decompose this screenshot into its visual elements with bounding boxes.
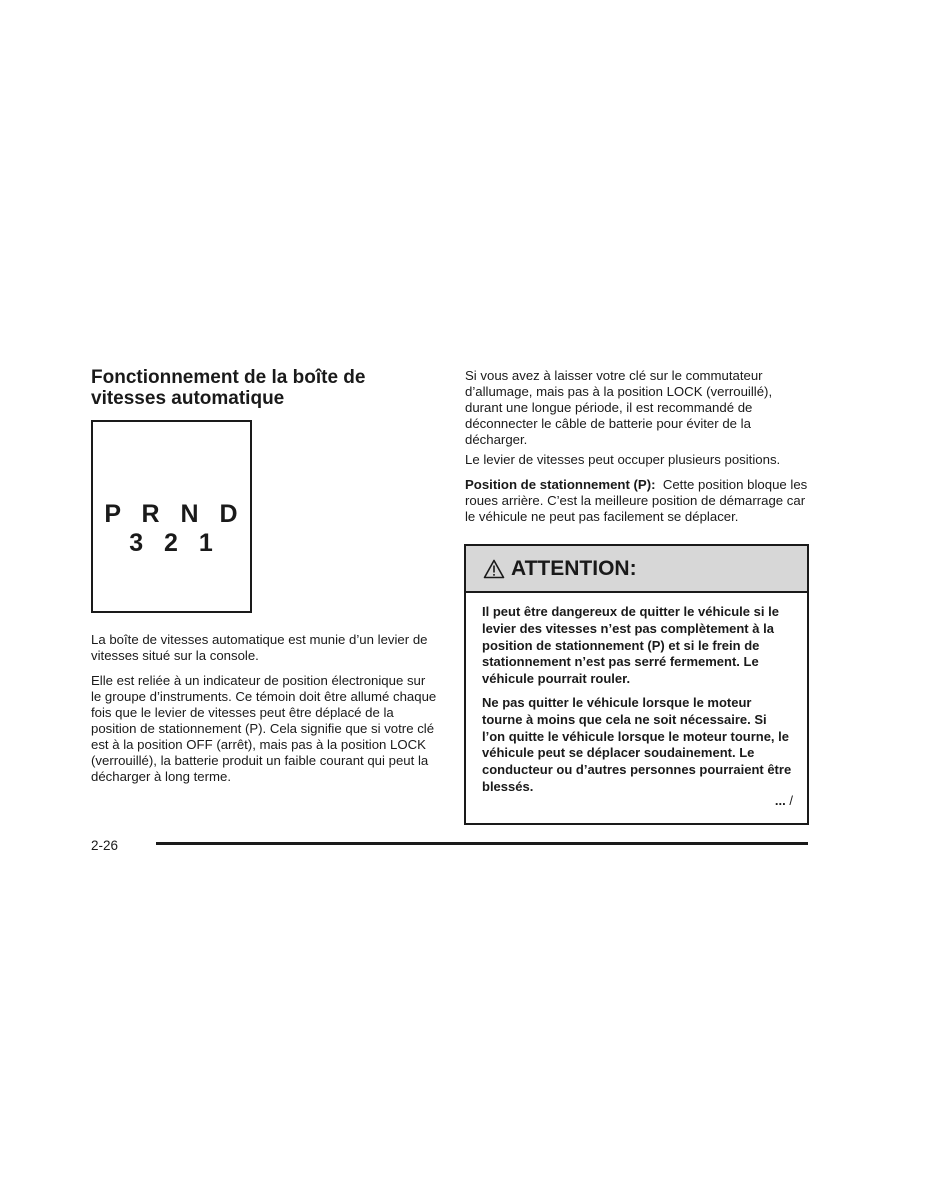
park-position-label: Position de stationnement (P):: [465, 477, 656, 492]
continued-slash: /: [789, 793, 793, 808]
body-paragraph: Si vous avez à laisser votre clé sur le commutateur d’allumage, mais pas à la position LOCK (verrouillé), durant une longue période, il est recommandé de déconnecter le câble de batterie pour éviter de la décharger.: [465, 368, 773, 447]
left-column: [91, 367, 437, 409]
park-position-text: Cette position bloque les roues arrière. C’est la meilleure position de démarrage car le véhicule ne peut pas facilement se déplacer.: [465, 477, 808, 524]
continued-marker: [775, 793, 793, 808]
page-number: 2-26: [91, 838, 119, 853]
left-body-text: [91, 632, 439, 794]
continued-dots: ...: [774, 793, 786, 808]
footer-rule: [156, 842, 808, 845]
section-title: Fonctionnement de la boîte de vitesses automatique: [91, 367, 366, 409]
attention-header: [466, 546, 807, 593]
warning-triangle-icon: [483, 559, 505, 579]
park-position-paragraph: [465, 477, 810, 525]
attention-paragraph: Il peut être dangereux de quitter le véhicule si le levier des vitesses n’est pas complètement à la position de stationnement (P) et si le frein de stationnement n’est pas serré fermement. Le véhicule pourrait rouler.: [482, 604, 779, 687]
attention-paragraph: Ne pas quitter le véhicule lorsque le moteur tourne à moins que cela ne soit nécessaire. Si l’on quitte le véhicule lorsque le moteur tourne, le véhicule peut se déplacer soudainement. Le conducteur ou d’autres personnes pourraient être blessés.: [482, 694, 792, 794]
body-paragraph: Le levier de vitesses peut occuper plusieurs positions.: [465, 452, 781, 467]
shift-indicator-illustration: [91, 420, 252, 613]
shift-indicator-text: P R N D 3 2 1: [104, 500, 245, 557]
attention-box: [464, 544, 809, 825]
attention-body: [466, 593, 807, 796]
right-column: [465, 368, 810, 534]
body-paragraph: Elle est reliée à un indicateur de position électronique sur le groupe d’instruments. Ce témoin doit être allumé chaque fois que le levier de vitesses peut être déplacé de la position de stationnement (P). Cela signifie que si votre clé est à la position OFF (arrêt), mais pas à la position LOCK (verrouillé), la batterie produit un faible courant qui peut la décharger à long terme.: [91, 673, 437, 784]
body-paragraph: La boîte de vitesses automatique est munie d’un levier de vitesses situé sur la console.: [91, 632, 428, 663]
attention-title: ATTENTION:: [511, 556, 637, 580]
